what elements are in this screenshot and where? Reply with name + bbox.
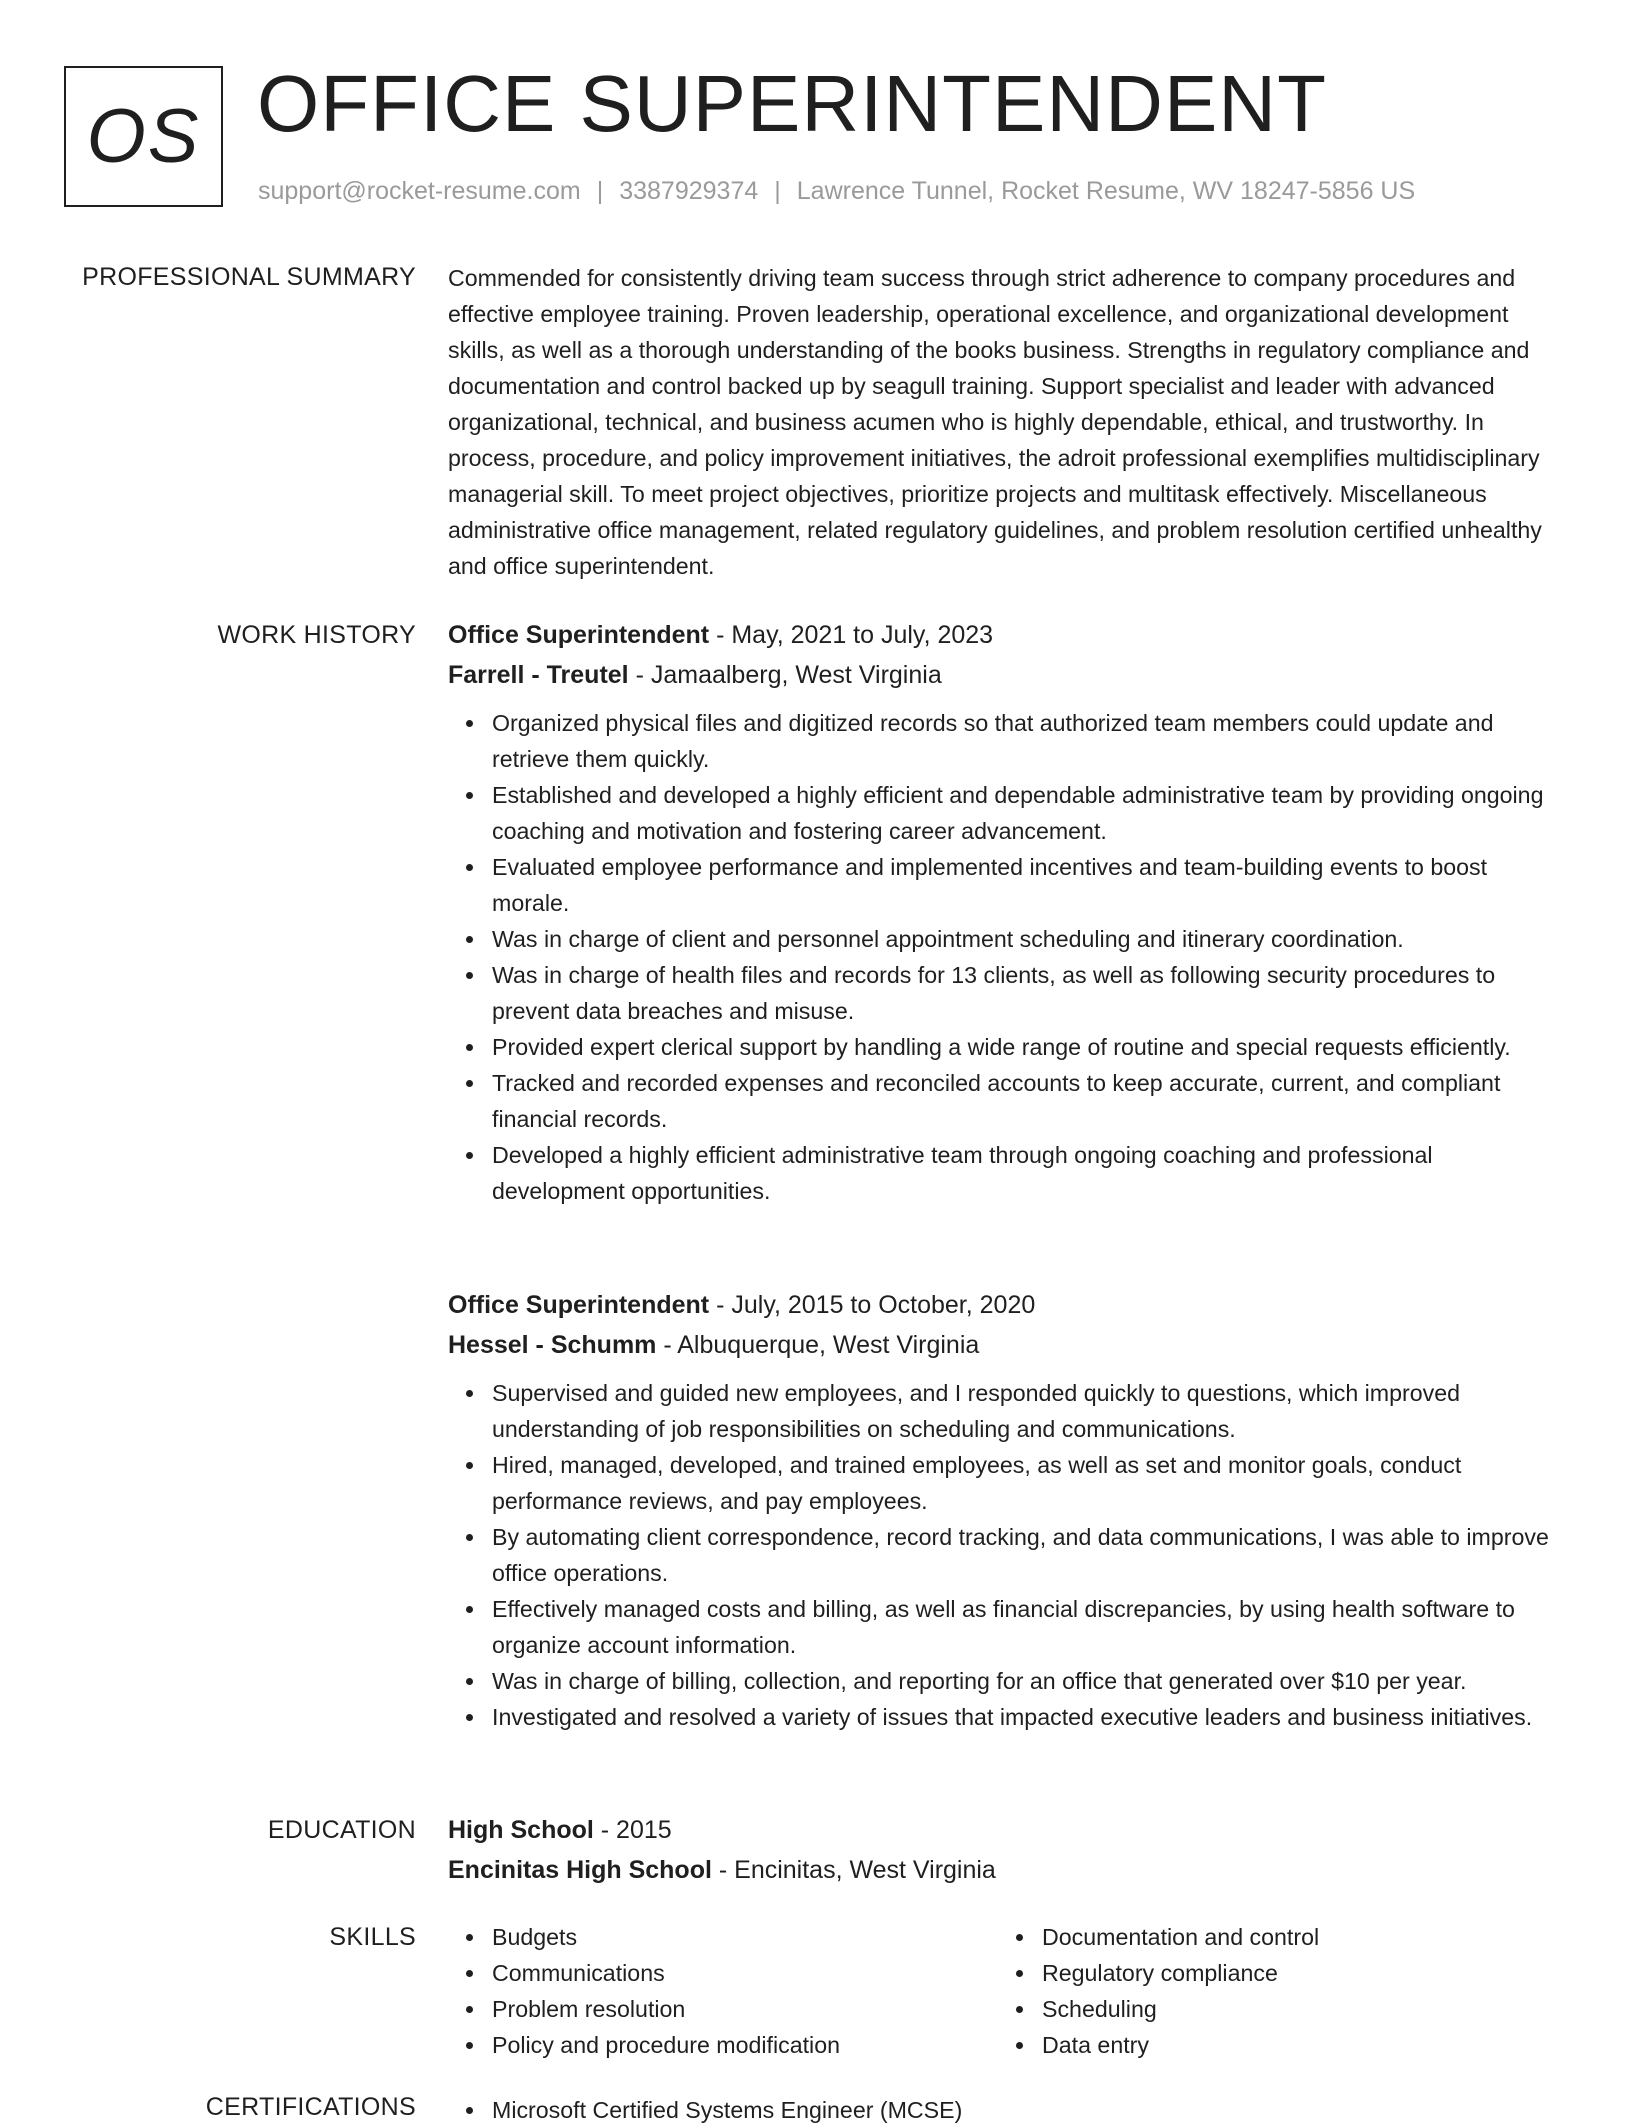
certifications-list <box>448 2092 1568 2128</box>
contact-phone: 3387929374 <box>619 177 759 205</box>
job-bullet: Was in charge of billing, collection, and reporting for an office that generated over $10 per year. <box>492 1663 1568 1699</box>
school-location: - Encinitas, West Virginia <box>711 1856 996 1884</box>
school-name: Encinitas High School <box>448 1856 712 1884</box>
summary-text: Commended for consistently driving team success through strict adherence to company procedures and effective employee training. Proven leadership, operational excellence, and organizational development skills, as well as a thorough understanding of the books business. Strengths in regulatory compliance and documentation and control backed up by seagull training. Support specialist and leader with advanced organizational, technical, and business acumen who is highly dependable, ethical, and trustworthy. In process, procedure, and policy improvement initiatives, the adroit professional exemplifies multidisciplinary managerial skill. To meet project objectives, prioritize projects and multitask effectively. Miscellaneous administrative office management, related regulatory guidelines, and problem resolution certified unhealthy and office superintendent. <box>448 265 1542 579</box>
certifications-heading: CERTIFICATIONS <box>205 2093 416 2121</box>
skill-item: Budgets <box>492 1919 998 1955</box>
work-history-heading: WORK HISTORY <box>217 621 416 649</box>
education-entry <box>448 1810 1568 1890</box>
skills-list <box>998 1919 1548 2063</box>
job-company-line <box>448 1325 1568 1365</box>
job-bullets <box>448 705 1568 1209</box>
contact-address: Lawrence Tunnel, Rocket Resume, WV 18247-5856 US <box>796 177 1416 205</box>
contact-separator: | <box>596 177 604 205</box>
job-bullet: Was in charge of health files and records for 13 clients, as well as following security procedures to prevent data breaches and misuse. <box>492 957 1568 1029</box>
job-title-line <box>448 1285 1568 1325</box>
job-entry <box>448 1285 1568 1735</box>
skills-grid <box>448 1919 1568 2063</box>
job-entry <box>448 615 1568 1209</box>
summary-heading: PROFESSIONAL SUMMARY <box>82 263 416 291</box>
degree: High School <box>448 1816 594 1844</box>
job-company: Farrell - Treutel <box>448 661 629 689</box>
contact-line <box>258 174 1415 208</box>
school-line <box>448 1850 1568 1890</box>
skill-item: Regulatory compliance <box>1042 1955 1548 1991</box>
skill-item: Communications <box>492 1955 998 1991</box>
degree-line <box>448 1810 1568 1850</box>
skill-item: Documentation and control <box>1042 1919 1548 1955</box>
job-company-line <box>448 655 1568 695</box>
skills-heading: SKILLS <box>329 1923 416 1951</box>
graduation-year: - 2015 <box>593 1816 672 1844</box>
skills-list <box>448 1919 998 2063</box>
job-bullet: Was in charge of client and personnel appointment scheduling and itinerary coordination. <box>492 921 1568 957</box>
job-bullet: Investigated and resolved a variety of issues that impacted executive leaders and business initiatives. <box>492 1699 1568 1735</box>
job-bullet: Evaluated employee performance and implemented incentives and team-building events to boost morale. <box>492 849 1568 921</box>
job-title-line <box>448 615 1568 655</box>
job-bullet: Established and developed a highly efficient and dependable administrative team by providing ongoing coaching and motivation and fostering career advancement. <box>492 777 1568 849</box>
job-company: Hessel - Schumm <box>448 1331 657 1359</box>
job-dates: - July, 2015 to October, 2020 <box>709 1291 1036 1319</box>
skill-item: Scheduling <box>1042 1991 1548 2027</box>
certifications-section <box>448 2092 1568 2128</box>
job-location: - Albuquerque, West Virginia <box>656 1331 980 1359</box>
resume-title: OFFICE SUPERINTENDENT <box>257 59 1327 148</box>
job-bullet: Developed a highly efficient administrative team through ongoing coaching and professional development opportunities. <box>492 1137 1568 1209</box>
job-location: - Jamaalberg, West Virginia <box>628 661 942 689</box>
job-bullet: Organized physical files and digitized records so that authorized team members could update and retrieve them quickly. <box>492 705 1568 777</box>
education-heading: EDUCATION <box>267 1816 416 1844</box>
skill-item: Problem resolution <box>492 1991 998 2027</box>
job-bullet: Provided expert clerical support by handling a wide range of routine and special requests efficiently. <box>492 1029 1568 1065</box>
certification-item: Microsoft Certified Systems Engineer (MCSE) <box>492 2092 1568 2128</box>
job-bullet: Tracked and recorded expenses and reconciled accounts to keep accurate, current, and compliant financial records. <box>492 1065 1568 1137</box>
contact-separator: | <box>774 177 781 205</box>
job-bullet: Supervised and guided new employees, and I responded quickly to questions, which improved understanding of job responsibilities on scheduling and communications. <box>492 1375 1568 1447</box>
job-bullets <box>448 1375 1568 1735</box>
job-title: Office Superintendent <box>448 621 710 649</box>
monogram-logo: OS <box>64 66 223 207</box>
skills-column-left <box>448 1919 998 2063</box>
skill-item: Data entry <box>1042 2027 1548 2063</box>
summary-section <box>448 260 1568 584</box>
job-dates: - May, 2021 to July, 2023 <box>709 621 994 649</box>
job-bullet: Hired, managed, developed, and trained employees, as well as set and monitor goals, conduct performance reviews, and pay employees. <box>492 1447 1568 1519</box>
job-title: Office Superintendent <box>448 1291 710 1319</box>
contact-email: support@rocket-resume.com <box>258 177 581 205</box>
job-bullet: By automating client correspondence, record tracking, and data communications, I was able to improve office operations. <box>492 1519 1568 1591</box>
skill-item: Policy and procedure modification <box>492 2027 998 2063</box>
job-bullet: Effectively managed costs and billing, as well as financial discrepancies, by using health software to organize account information. <box>492 1591 1568 1663</box>
skills-section <box>448 1919 1568 2063</box>
skills-column-right <box>998 1919 1548 2063</box>
